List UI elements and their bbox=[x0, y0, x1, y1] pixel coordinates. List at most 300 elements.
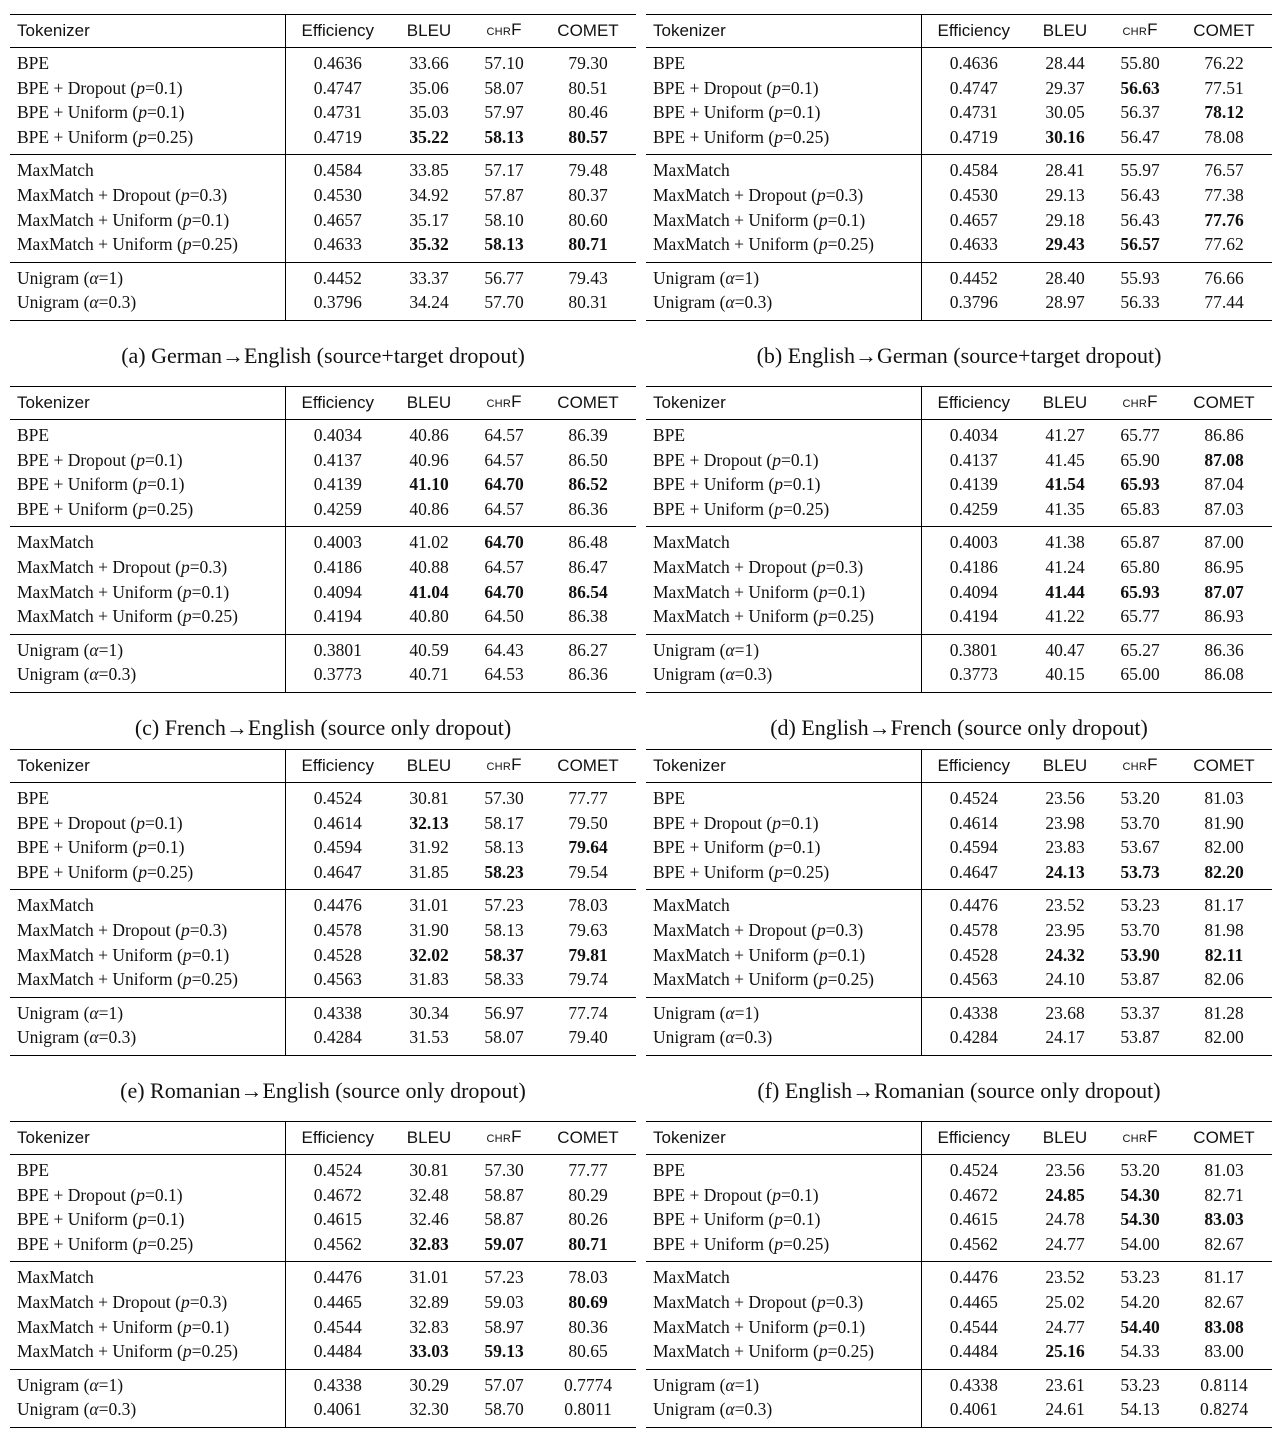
table-row bbox=[10, 811, 636, 836]
header-efficiency: Efficiency bbox=[301, 755, 374, 775]
header-row bbox=[646, 1122, 1272, 1155]
table-row bbox=[646, 448, 1272, 473]
table-row bbox=[646, 943, 1272, 968]
bleu-cell: 30.81 bbox=[409, 1160, 449, 1180]
comet-cell: 77.44 bbox=[1176, 290, 1272, 320]
chrf-cell: 58.87 bbox=[484, 1209, 524, 1230]
bleu-cell: 23.98 bbox=[1045, 812, 1085, 833]
eff-cell: 0.4338 bbox=[313, 1002, 362, 1023]
comet-cell: 87.03 bbox=[1176, 497, 1272, 527]
table-row bbox=[646, 967, 1272, 997]
tokenizer-cell: BPE + Uniform (p=0.25) bbox=[10, 1232, 285, 1262]
header-chrf: chrF bbox=[486, 755, 522, 775]
tokenizer-cell: Unigram (α=1) bbox=[10, 997, 285, 1025]
table-row bbox=[646, 125, 1272, 155]
comet-cell: 79.43 bbox=[568, 267, 608, 288]
row-group bbox=[646, 997, 1272, 1055]
comet-cell: 80.29 bbox=[568, 1184, 608, 1205]
tokenizer-cell: BPE + Uniform (p=0.25) bbox=[646, 125, 921, 155]
chrf-cell: 58.13 bbox=[484, 919, 524, 940]
comet-cell: 80.51 bbox=[568, 77, 608, 98]
eff-cell: 0.4338 bbox=[313, 1374, 362, 1395]
results-table bbox=[646, 14, 1272, 321]
header-chrf: chrF bbox=[1122, 392, 1158, 412]
table-row bbox=[646, 155, 1272, 183]
eff-cell: 0.4731 bbox=[949, 102, 998, 123]
tokenizer-cell: Unigram (α=0.3) bbox=[646, 290, 921, 320]
table-row bbox=[646, 835, 1272, 860]
comet-cell: 81.98 bbox=[1204, 919, 1244, 940]
comet-cell: 81.03 bbox=[1204, 1160, 1244, 1180]
bleu-cell: 24.13 bbox=[1026, 860, 1104, 890]
tokenizer-cell: BPE + Dropout (p=0.1) bbox=[10, 76, 285, 101]
row-group bbox=[10, 420, 636, 527]
chrf-cell: 56.33 bbox=[1104, 290, 1176, 320]
table-row bbox=[10, 967, 636, 997]
tokenizer-cell: BPE + Uniform (p=0.1) bbox=[10, 472, 285, 497]
header-bleu: BLEU bbox=[1042, 755, 1088, 775]
table-row bbox=[10, 232, 636, 262]
bleu-cell: 31.01 bbox=[409, 1267, 449, 1288]
table-a bbox=[10, 14, 636, 321]
chrf-cell: 57.23 bbox=[484, 895, 524, 916]
chrf-cell: 64.70 bbox=[484, 474, 524, 495]
results-table bbox=[646, 386, 1272, 693]
chrf-cell: 64.70 bbox=[484, 581, 524, 602]
eff-cell: 0.4594 bbox=[313, 837, 362, 858]
eff-cell: 0.4584 bbox=[313, 160, 362, 181]
bleu-cell: 40.59 bbox=[409, 639, 449, 660]
comet-cell: 87.04 bbox=[1204, 474, 1244, 495]
table-c bbox=[10, 386, 636, 693]
bleu-cell: 30.05 bbox=[1045, 102, 1085, 123]
chrf-cell: 65.87 bbox=[1120, 532, 1160, 553]
comet-cell: 82.67 bbox=[1204, 1291, 1244, 1312]
comet-cell: 77.77 bbox=[568, 788, 608, 808]
results-table bbox=[10, 14, 636, 321]
chrf-cell: 56.57 bbox=[1104, 232, 1176, 262]
table-row bbox=[646, 1397, 1272, 1427]
eff-cell: 0.4528 bbox=[949, 944, 998, 965]
tokenizer-cell: BPE bbox=[10, 1155, 285, 1183]
comet-cell: 77.74 bbox=[568, 1002, 608, 1023]
bleu-cell: 31.85 bbox=[390, 860, 468, 890]
bleu-cell: 41.35 bbox=[1026, 497, 1104, 527]
header-efficiency: Efficiency bbox=[301, 20, 374, 40]
chrf-cell: 54.33 bbox=[1104, 1339, 1176, 1369]
header-comet: COMET bbox=[557, 392, 619, 412]
comet-cell: 77.77 bbox=[568, 1160, 608, 1180]
bleu-cell: 23.56 bbox=[1045, 788, 1085, 808]
header-tokenizer: Tokenizer bbox=[10, 750, 285, 783]
tokenizer-cell: BPE bbox=[646, 48, 921, 76]
tokenizer-cell: Unigram (α=1) bbox=[646, 1369, 921, 1397]
bleu-cell: 24.17 bbox=[1026, 1025, 1104, 1055]
row-group bbox=[646, 48, 1272, 155]
tokenizer-cell: MaxMatch + Uniform (p=0.25) bbox=[646, 1339, 921, 1369]
bleu-cell: 40.88 bbox=[409, 556, 449, 577]
chrf-cell: 54.30 bbox=[1120, 1184, 1160, 1205]
comet-cell: 79.64 bbox=[568, 837, 608, 858]
header-comet: COMET bbox=[1193, 1127, 1255, 1147]
chrf-cell: 65.93 bbox=[1120, 474, 1160, 495]
tokenizer-cell: BPE + Dropout (p=0.1) bbox=[646, 811, 921, 836]
chrf-cell: 57.17 bbox=[484, 160, 524, 181]
header-tokenizer: Tokenizer bbox=[10, 1122, 285, 1155]
eff-cell: 0.4544 bbox=[949, 1316, 998, 1337]
tokenizer-cell: MaxMatch + Uniform (p=0.25) bbox=[10, 1339, 285, 1369]
eff-cell: 0.4636 bbox=[949, 53, 998, 73]
eff-cell: 0.4614 bbox=[313, 812, 362, 833]
tokenizer-cell: Unigram (α=0.3) bbox=[10, 662, 285, 692]
bleu-cell: 29.37 bbox=[1045, 77, 1085, 98]
tokenizer-cell: BPE + Uniform (p=0.1) bbox=[646, 100, 921, 125]
comet-cell: 77.51 bbox=[1204, 77, 1244, 98]
comet-cell: 86.48 bbox=[568, 532, 608, 553]
bleu-cell: 40.47 bbox=[1045, 639, 1085, 660]
table-e bbox=[10, 749, 636, 1056]
comet-cell: 82.67 bbox=[1176, 1232, 1272, 1262]
table-row bbox=[646, 420, 1272, 448]
tokenizer-cell: MaxMatch bbox=[646, 155, 921, 183]
bleu-cell: 29.43 bbox=[1026, 232, 1104, 262]
eff-cell: 0.4476 bbox=[313, 1267, 362, 1288]
eff-cell: 0.4338 bbox=[949, 1374, 998, 1395]
chrf-cell: 58.17 bbox=[484, 812, 524, 833]
bleu-cell: 34.24 bbox=[390, 290, 468, 320]
tokenizer-cell: MaxMatch + Uniform (p=0.25) bbox=[10, 604, 285, 634]
chrf-cell: 64.70 bbox=[484, 532, 524, 553]
eff-cell: 0.4476 bbox=[313, 895, 362, 916]
eff-cell: 0.4452 bbox=[313, 267, 362, 288]
chrf-cell: 58.10 bbox=[484, 209, 524, 230]
comet-cell: 79.50 bbox=[568, 812, 608, 833]
table-row bbox=[646, 1232, 1272, 1262]
comet-cell: 83.08 bbox=[1204, 1316, 1244, 1337]
table-row bbox=[10, 1369, 636, 1397]
bleu-cell: 35.22 bbox=[390, 125, 468, 155]
bleu-cell: 41.44 bbox=[1045, 581, 1085, 602]
eff-cell: 0.4528 bbox=[313, 944, 362, 965]
chrf-cell: 58.13 bbox=[468, 232, 540, 262]
eff-cell: 0.3796 bbox=[921, 290, 1026, 320]
tokenizer-cell: Unigram (α=1) bbox=[10, 1369, 285, 1397]
tokenizer-cell: MaxMatch bbox=[646, 527, 921, 555]
bleu-cell: 35.17 bbox=[409, 209, 449, 230]
tokenizer-cell: MaxMatch bbox=[646, 890, 921, 918]
bleu-cell: 23.68 bbox=[1045, 1002, 1085, 1023]
table-row bbox=[10, 420, 636, 448]
chrf-cell: 57.10 bbox=[484, 53, 524, 73]
eff-cell: 0.4615 bbox=[949, 1209, 998, 1230]
bleu-cell: 23.52 bbox=[1045, 895, 1085, 916]
row-group bbox=[646, 634, 1272, 692]
tokenizer-cell: Unigram (α=1) bbox=[646, 634, 921, 662]
chrf-cell: 53.20 bbox=[1120, 788, 1160, 808]
bleu-cell: 40.96 bbox=[409, 449, 449, 470]
table-row bbox=[646, 183, 1272, 208]
header-chrf: chrF bbox=[486, 1127, 522, 1147]
header-chrf: chrF bbox=[1122, 755, 1158, 775]
header-row bbox=[646, 750, 1272, 783]
eff-cell: 0.3773 bbox=[285, 662, 390, 692]
tokenizer-cell: BPE + Dropout (p=0.1) bbox=[10, 811, 285, 836]
table-row bbox=[646, 604, 1272, 634]
row-group bbox=[10, 1369, 636, 1427]
table-row bbox=[646, 918, 1272, 943]
tokenizer-cell: MaxMatch + Uniform (p=0.25) bbox=[10, 967, 285, 997]
table-row bbox=[10, 1025, 636, 1055]
tokenizer-cell: MaxMatch + Dropout (p=0.3) bbox=[646, 1290, 921, 1315]
header-bleu: BLEU bbox=[406, 392, 452, 412]
tokenizer-cell: MaxMatch + Dropout (p=0.3) bbox=[646, 555, 921, 580]
row-group bbox=[646, 262, 1272, 320]
comet-cell: 80.26 bbox=[568, 1209, 608, 1230]
tokenizer-cell: Unigram (α=1) bbox=[646, 997, 921, 1025]
tokenizer-cell: MaxMatch + Dropout (p=0.3) bbox=[10, 918, 285, 943]
bleu-cell: 31.53 bbox=[390, 1025, 468, 1055]
chrf-cell: 58.37 bbox=[484, 944, 524, 965]
comet-cell: 0.8114 bbox=[1200, 1374, 1248, 1395]
chrf-cell: 56.43 bbox=[1120, 184, 1160, 205]
table-row bbox=[10, 890, 636, 918]
eff-cell: 0.4061 bbox=[921, 1397, 1026, 1427]
bleu-cell: 24.78 bbox=[1045, 1209, 1085, 1230]
header-chrf: chrF bbox=[486, 20, 522, 40]
table-d bbox=[646, 386, 1272, 693]
results-table bbox=[10, 386, 636, 693]
tokenizer-cell: MaxMatch + Uniform (p=0.1) bbox=[646, 943, 921, 968]
table-row bbox=[646, 555, 1272, 580]
header-bleu: BLEU bbox=[1042, 392, 1088, 412]
header-efficiency: Efficiency bbox=[937, 20, 1010, 40]
table-row bbox=[646, 1262, 1272, 1290]
chrf-cell: 64.57 bbox=[484, 556, 524, 577]
chrf-cell: 53.67 bbox=[1120, 837, 1160, 858]
table-row bbox=[10, 997, 636, 1025]
tokenizer-cell: BPE + Uniform (p=0.1) bbox=[10, 1207, 285, 1232]
caption-e: (e) Romanian→English (source only dropout) bbox=[120, 1078, 526, 1103]
chrf-cell: 54.00 bbox=[1104, 1232, 1176, 1262]
comet-cell: 0.8011 bbox=[540, 1397, 636, 1427]
bleu-cell: 28.97 bbox=[1026, 290, 1104, 320]
bleu-cell: 29.13 bbox=[1045, 184, 1085, 205]
bleu-cell: 23.52 bbox=[1045, 1267, 1085, 1288]
table-row bbox=[646, 1339, 1272, 1369]
chrf-cell: 54.13 bbox=[1104, 1397, 1176, 1427]
comet-cell: 86.54 bbox=[568, 581, 608, 602]
header-row bbox=[646, 15, 1272, 48]
results-table bbox=[646, 749, 1272, 1056]
table-row bbox=[10, 125, 636, 155]
eff-cell: 0.4563 bbox=[921, 967, 1026, 997]
eff-cell: 0.4034 bbox=[949, 425, 998, 445]
table-row bbox=[646, 662, 1272, 692]
table-row bbox=[10, 943, 636, 968]
row-group bbox=[10, 783, 636, 890]
bleu-cell: 30.34 bbox=[409, 1002, 449, 1023]
eff-cell: 0.4194 bbox=[921, 604, 1026, 634]
tokenizer-cell: MaxMatch + Uniform (p=0.1) bbox=[10, 580, 285, 605]
comet-cell: 83.03 bbox=[1204, 1209, 1244, 1230]
chrf-cell: 56.97 bbox=[484, 1002, 524, 1023]
header-comet: COMET bbox=[557, 755, 619, 775]
comet-cell: 86.39 bbox=[568, 425, 608, 445]
chrf-cell: 57.87 bbox=[484, 184, 524, 205]
eff-cell: 0.4719 bbox=[921, 125, 1026, 155]
eff-cell: 0.4647 bbox=[921, 860, 1026, 890]
caption-d: (d) English→French (source only dropout) bbox=[770, 715, 1148, 740]
table-row bbox=[10, 183, 636, 208]
tokenizer-cell: BPE bbox=[646, 783, 921, 811]
comet-cell: 82.00 bbox=[1204, 837, 1244, 858]
bleu-cell: 32.02 bbox=[409, 944, 449, 965]
bleu-cell: 29.18 bbox=[1045, 209, 1085, 230]
eff-cell: 0.4137 bbox=[313, 449, 362, 470]
tokenizer-cell: MaxMatch + Uniform (p=0.1) bbox=[10, 208, 285, 233]
table-row bbox=[10, 1232, 636, 1262]
table-row bbox=[10, 448, 636, 473]
comet-cell: 80.36 bbox=[568, 1316, 608, 1337]
eff-cell: 0.4562 bbox=[921, 1232, 1026, 1262]
comet-cell: 82.11 bbox=[1204, 944, 1244, 965]
table-h bbox=[646, 1121, 1272, 1428]
tokenizer-cell: MaxMatch bbox=[10, 155, 285, 183]
table-row bbox=[10, 1183, 636, 1208]
eff-cell: 0.4524 bbox=[949, 1160, 998, 1180]
comet-cell: 86.36 bbox=[540, 662, 636, 692]
bleu-cell: 23.61 bbox=[1045, 1374, 1085, 1395]
bleu-cell: 23.95 bbox=[1045, 919, 1085, 940]
tokenizer-cell: Unigram (α=1) bbox=[10, 262, 285, 290]
tokenizer-cell: BPE + Dropout (p=0.1) bbox=[646, 448, 921, 473]
bleu-cell: 41.54 bbox=[1045, 474, 1085, 495]
tokenizer-cell: MaxMatch + Dropout (p=0.3) bbox=[646, 918, 921, 943]
comet-cell: 77.76 bbox=[1204, 209, 1244, 230]
tokenizer-cell: BPE + Uniform (p=0.25) bbox=[10, 497, 285, 527]
row-group bbox=[646, 783, 1272, 890]
bleu-cell: 30.81 bbox=[409, 788, 449, 808]
eff-cell: 0.3801 bbox=[949, 639, 998, 660]
tokenizer-cell: MaxMatch + Uniform (p=0.1) bbox=[10, 1315, 285, 1340]
bleu-cell: 24.85 bbox=[1045, 1184, 1085, 1205]
bleu-cell: 25.02 bbox=[1045, 1291, 1085, 1312]
header-row bbox=[10, 387, 636, 420]
comet-cell: 80.65 bbox=[540, 1339, 636, 1369]
header-row bbox=[646, 387, 1272, 420]
bleu-cell: 33.85 bbox=[409, 160, 449, 181]
table-row bbox=[646, 527, 1272, 555]
bleu-cell: 41.24 bbox=[1045, 556, 1085, 577]
bleu-cell: 35.03 bbox=[409, 102, 449, 123]
eff-cell: 0.4139 bbox=[313, 474, 362, 495]
chrf-cell: 58.33 bbox=[468, 967, 540, 997]
table-row bbox=[10, 1155, 636, 1183]
eff-cell: 0.4747 bbox=[313, 77, 362, 98]
table-row bbox=[646, 634, 1272, 662]
chrf-cell: 65.93 bbox=[1120, 581, 1160, 602]
tokenizer-cell: BPE bbox=[10, 420, 285, 448]
table-row bbox=[646, 783, 1272, 811]
table-row bbox=[10, 208, 636, 233]
chrf-cell: 57.07 bbox=[484, 1374, 524, 1395]
bleu-cell: 40.86 bbox=[409, 425, 449, 445]
bleu-cell: 41.04 bbox=[409, 581, 449, 602]
eff-cell: 0.4731 bbox=[313, 102, 362, 123]
comet-cell: 76.22 bbox=[1204, 53, 1244, 73]
bleu-cell: 32.89 bbox=[409, 1291, 449, 1312]
eff-cell: 0.4563 bbox=[285, 967, 390, 997]
eff-cell: 0.4137 bbox=[949, 449, 998, 470]
header-comet: COMET bbox=[1193, 755, 1255, 775]
comet-cell: 78.03 bbox=[568, 895, 608, 916]
tokenizer-cell: MaxMatch + Uniform (p=0.25) bbox=[646, 232, 921, 262]
row-group bbox=[646, 1155, 1272, 1262]
bleu-cell: 31.92 bbox=[409, 837, 449, 858]
chrf-cell: 59.07 bbox=[468, 1232, 540, 1262]
table-row bbox=[10, 835, 636, 860]
table-row bbox=[10, 918, 636, 943]
comet-cell: 81.17 bbox=[1204, 895, 1244, 916]
tokenizer-cell: MaxMatch bbox=[10, 890, 285, 918]
chrf-cell: 54.30 bbox=[1120, 1209, 1160, 1230]
row-group bbox=[646, 1262, 1272, 1369]
table-row bbox=[646, 580, 1272, 605]
tokenizer-cell: Unigram (α=1) bbox=[10, 634, 285, 662]
tokenizer-cell: MaxMatch bbox=[646, 1262, 921, 1290]
comet-cell: 87.08 bbox=[1204, 449, 1244, 470]
eff-cell: 0.4003 bbox=[313, 532, 362, 553]
bleu-cell: 31.01 bbox=[409, 895, 449, 916]
eff-cell: 0.4476 bbox=[949, 895, 998, 916]
eff-cell: 0.4034 bbox=[313, 425, 362, 445]
eff-cell: 0.4284 bbox=[921, 1025, 1026, 1055]
header-efficiency: Efficiency bbox=[937, 755, 1010, 775]
row-group bbox=[10, 155, 636, 262]
chrf-cell: 65.77 bbox=[1120, 425, 1160, 445]
comet-cell: 87.07 bbox=[1204, 581, 1244, 602]
table-row bbox=[10, 100, 636, 125]
tokenizer-cell: BPE + Uniform (p=0.25) bbox=[646, 860, 921, 890]
bleu-cell: 41.27 bbox=[1045, 425, 1085, 445]
chrf-cell: 54.20 bbox=[1120, 1291, 1160, 1312]
chrf-cell: 58.13 bbox=[468, 125, 540, 155]
bleu-cell: 33.03 bbox=[390, 1339, 468, 1369]
results-table bbox=[646, 1121, 1272, 1428]
comet-cell: 86.38 bbox=[540, 604, 636, 634]
chrf-cell: 55.93 bbox=[1120, 267, 1160, 288]
table-row bbox=[10, 1397, 636, 1427]
comet-cell: 86.52 bbox=[568, 474, 608, 495]
header-row bbox=[10, 1122, 636, 1155]
row-group bbox=[10, 634, 636, 692]
comet-cell: 76.57 bbox=[1204, 160, 1244, 181]
comet-cell: 78.12 bbox=[1204, 102, 1244, 123]
bleu-cell: 30.29 bbox=[409, 1374, 449, 1395]
bleu-cell: 32.48 bbox=[409, 1184, 449, 1205]
chrf-cell: 56.63 bbox=[1120, 77, 1160, 98]
bleu-cell: 33.66 bbox=[409, 53, 449, 73]
table-row bbox=[10, 555, 636, 580]
tokenizer-cell: MaxMatch + Uniform (p=0.25) bbox=[646, 604, 921, 634]
row-group bbox=[10, 890, 636, 997]
eff-cell: 0.4259 bbox=[921, 497, 1026, 527]
row-group bbox=[646, 1369, 1272, 1427]
bleu-cell: 40.86 bbox=[390, 497, 468, 527]
row-group bbox=[646, 155, 1272, 262]
caption-a: (a) German→English (source+target dropout) bbox=[121, 343, 525, 368]
tokenizer-cell: Unigram (α=0.3) bbox=[10, 1025, 285, 1055]
